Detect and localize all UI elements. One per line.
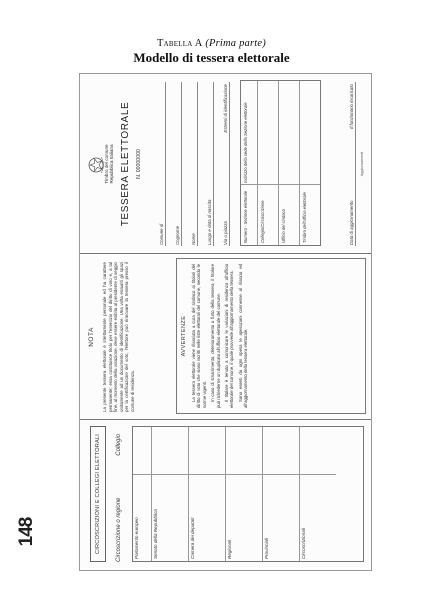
table-row: [152, 427, 189, 561]
row-label: Regionali: [227, 539, 232, 559]
box-row-label: Timbro dell'ufficio elettorale: [302, 192, 307, 243]
nota-text: La presente tessera elettorale è strettamente personale ed ha carattere permanente; essa costituisce titolo per l'esercizio del diritto di voto e, a tal fine, al momento della votazione, deve essere esibita al presidente di seggio unitamente ad un documento di identificazione. Una volta esauriti gli spazi per la certificazione del voto, l'elettore può rinnovare la tessera presso il comune di residenza.: [102, 262, 135, 412]
page-title: Modello di tessera elettorale: [133, 50, 290, 65]
field-label: Data di aggiornamento: [349, 200, 354, 245]
card-right-panel: [80, 74, 371, 254]
box-row: [258, 81, 279, 245]
repubblica-text: [104, 74, 114, 254]
row-label: Circoscrizionali: [301, 528, 306, 559]
table-part: (Prima parte): [205, 38, 266, 49]
page-header: [0, 38, 423, 66]
box-row-label: Collegio/Circoscrizione: [260, 200, 265, 243]
table-row: [189, 427, 226, 561]
card-left-panel: [80, 419, 371, 570]
field-label: Luogo e data di nascita: [207, 199, 212, 245]
box-row-label: Ufficio del sindaco: [281, 209, 286, 243]
table-row: [300, 427, 336, 561]
avvertenze-box: [176, 258, 366, 414]
repubblica-emblem-icon: [86, 154, 106, 176]
nota-title: NOTA: [88, 327, 95, 347]
card-rotated-content: [80, 74, 371, 570]
footer-label: Aggiornamenti: [360, 151, 364, 177]
row-label: Provinciali: [264, 538, 269, 559]
sezione-box: [240, 80, 321, 246]
table-row: [133, 427, 152, 561]
field-cognome: [168, 82, 182, 246]
table-label: [0, 38, 423, 49]
scanned-card-image: [79, 73, 372, 571]
page-number: 148: [16, 517, 37, 547]
field-nome: [184, 82, 198, 246]
field-label-right: Il funzionario incaricato: [349, 84, 354, 129]
card-middle-panel: [80, 253, 371, 420]
avvertenza-paragraph: La tessera elettorale viene rilasciata a cura del sindaco ai titolari del diritto di voto che siano iscritti nelle liste elettorali del comune, secondo le norme vigenti.: [191, 264, 207, 408]
avvertenze-text: [191, 264, 249, 408]
avvertenze-title: AVVERTENZE: [181, 315, 187, 357]
row-label: Camera dei deputati: [190, 517, 195, 559]
field-label: Comune di: [159, 223, 164, 245]
circoscrizione-header: [116, 428, 122, 562]
tessera-number: N. 00000000: [136, 149, 142, 179]
avvertenza-paragraph: Sono esenti da ogni spesa le operazioni connesse al rilascio ed all'aggiornamento della tessera elettorale.: [237, 264, 249, 408]
field-via: [216, 82, 230, 246]
collegio-label: Collegio: [116, 434, 122, 456]
table-row: [226, 427, 263, 561]
box-row: [300, 81, 320, 245]
tessera-title: TESSERA ELETTORALE: [120, 101, 131, 227]
avvertenza-paragraph: In caso di smarrimento, deterioramento o furto della tessera, il titolare può richiederne un duplicato all'ufficio elettorale del comune.: [210, 264, 221, 408]
field-label: Cognome: [175, 225, 180, 245]
field-label-right: Estremi di identificazione: [223, 84, 228, 133]
box-row-label: Numero - Sezione elettorale: [243, 190, 248, 243]
table-label-text: Tabella A: [157, 38, 203, 49]
circoscrizioni-title-box: CIRCOSCRIZIONI E COLLEGI ELETTORALI: [90, 426, 106, 562]
stamp-label: Timbro del comune: [104, 144, 109, 184]
box-row-mid: Indirizzo della sede della Sezione elettorale: [243, 102, 248, 183]
box-row: [279, 81, 300, 245]
table-row: [263, 427, 300, 561]
field-label: Via o piazza: [223, 221, 228, 245]
field-aggiornamento: [342, 82, 356, 246]
field-label: Nome: [191, 233, 196, 245]
circoscrizione-label: Circoscrizione o regione: [116, 497, 122, 562]
row-label: Parlamento europeo: [134, 517, 139, 559]
box-row: [241, 81, 258, 245]
field-nascita: [200, 82, 214, 246]
avvertenza-paragraph: Il titolare è tenuto a comunicare le variazioni di residenza all'ufficio elettorale del comune, il quale provvede all'aggiornamento della tessera.: [224, 264, 235, 408]
field-comune: [152, 82, 166, 246]
row-label: Senato della Repubblica: [153, 509, 158, 559]
repubblica-label: Repubblica Italiana: [109, 144, 115, 184]
circoscrizioni-table: [132, 426, 364, 562]
